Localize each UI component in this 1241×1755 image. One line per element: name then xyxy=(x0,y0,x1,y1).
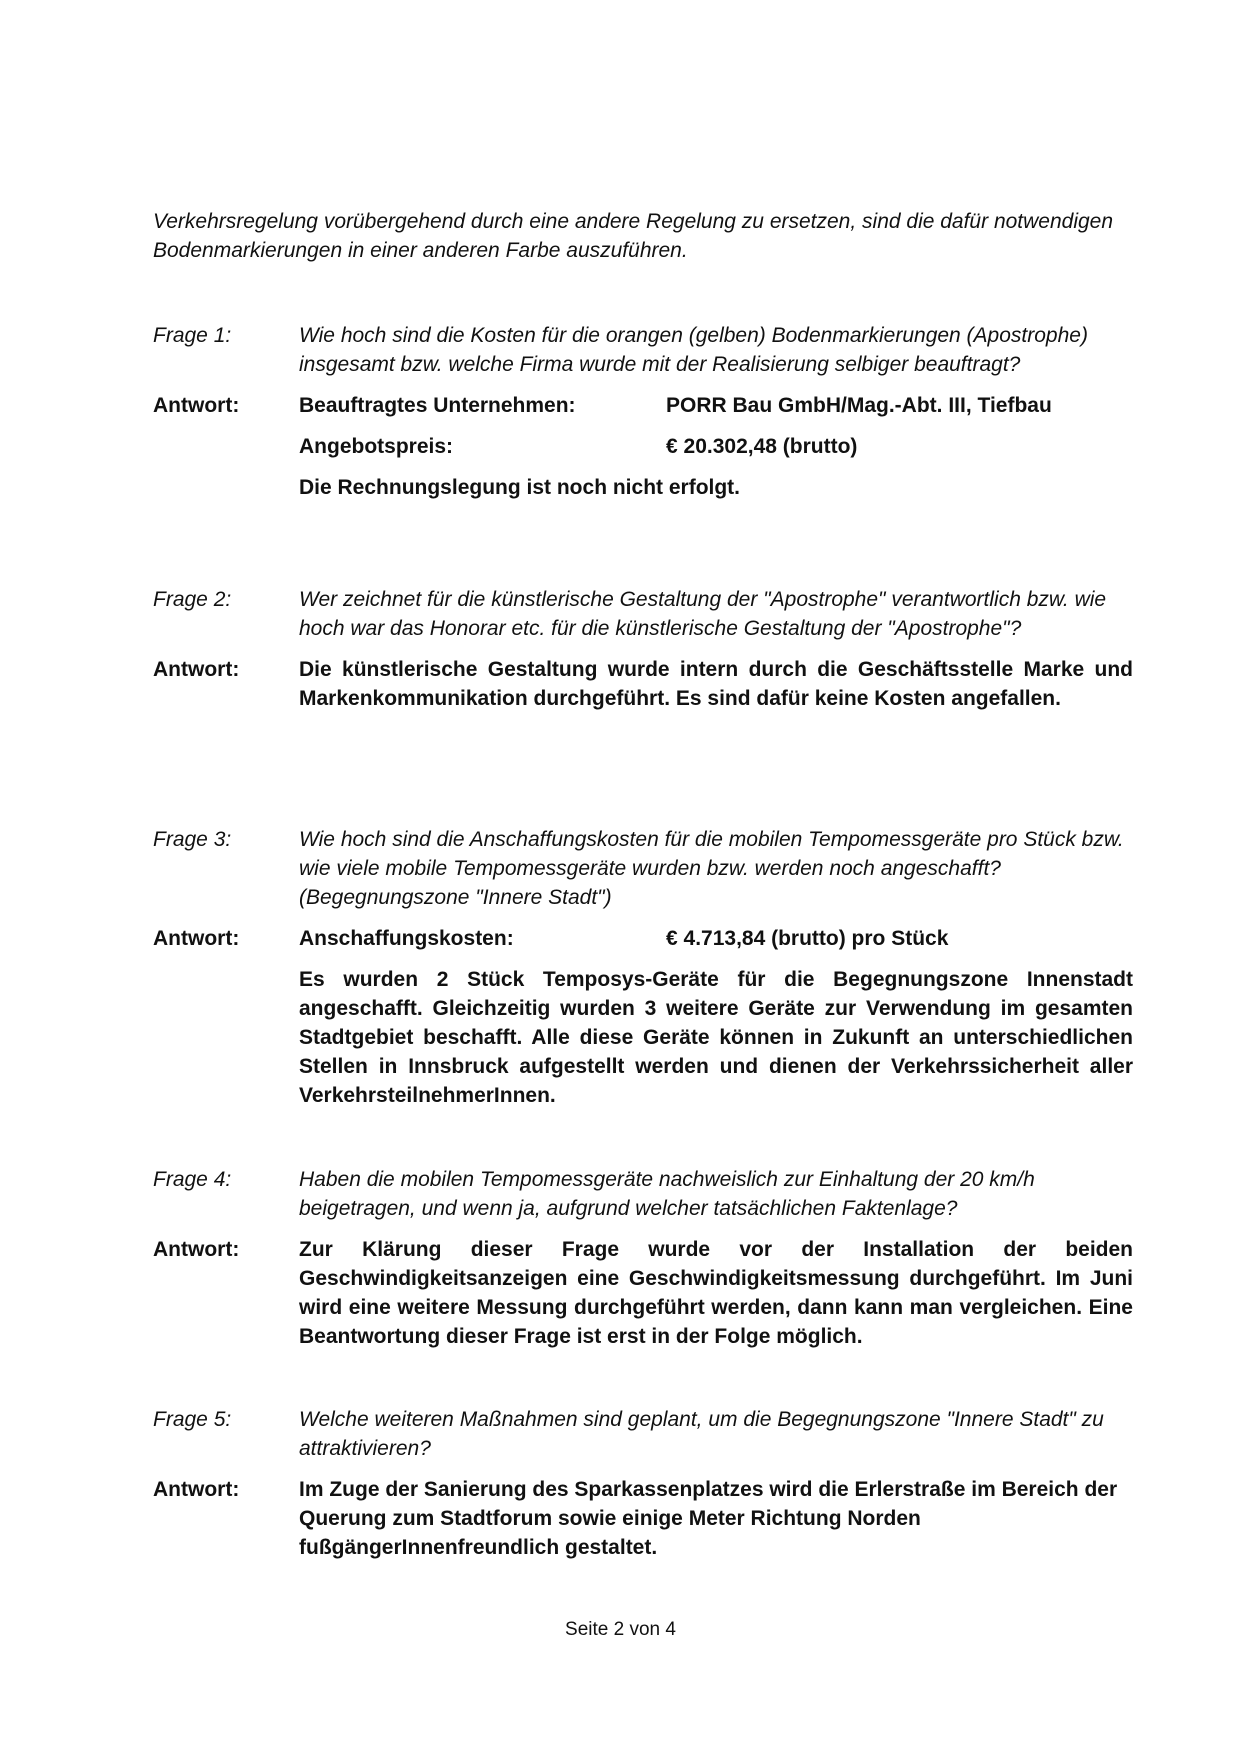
answer-row-value: € 20.302,48 (brutto) xyxy=(666,435,858,458)
answer-content xyxy=(299,924,1133,1110)
answer-text: Die Rechnungslegung ist noch nicht erfolgt. xyxy=(299,476,741,499)
answer-label: Antwort: xyxy=(153,658,240,681)
question-text: Haben die mobilen Tempomessgeräte nachweislich zur Einhaltung der 20 km/h beigetragen, und wenn ja, aufgrund welcher tatsächlichen Faktenlage? xyxy=(299,1168,1035,1220)
answer-label: Antwort: xyxy=(153,394,240,417)
answer-row-key: Anschaffungskosten: xyxy=(299,927,514,950)
question-text: Wer zeichnet für die künstlerische Gestaltung der "Apostrophe" verantwortlich bzw. wie hoch war das Honorar etc. für die künstlerische Gestaltung der "Apostrophe"? xyxy=(299,588,1107,640)
question-block-2 xyxy=(153,585,1133,713)
answer-row-value: € 4.713,84 (brutto) pro Stück xyxy=(666,927,949,950)
page-footer: Seite 2 von 4 xyxy=(565,1619,676,1640)
answer-text: Im Zuge der Sanierung des Sparkassenplatzes wird die Erlerstraße im Bereich der Querung zum Stadtforum sowie einige Meter Richtung Norden fußgängerInnenfreundlich gestaltet. xyxy=(299,1478,1118,1559)
intro-paragraph: Verkehrsregelung vorübergehend durch eine andere Regelung zu ersetzen, sind die dafür notwendigen Bodenmarkierungen in einer anderen Farbe auszuführen. xyxy=(153,210,1114,262)
question-label: Frage 4: xyxy=(153,1168,232,1191)
question-text: Welche weiteren Maßnahmen sind geplant, um die Begegnungszone "Innere Stadt" zu attraktivieren? xyxy=(299,1408,1104,1460)
question-label: Frage 2: xyxy=(153,588,232,611)
question-label: Frage 1: xyxy=(153,324,232,347)
answer-text: Die künstlerische Gestaltung wurde intern durch die Geschäftsstelle Marke und Markenkommunikation durchgeführt. Es sind dafür keine Kosten angefallen. xyxy=(299,658,1133,710)
answer-row-key: Angebotspreis: xyxy=(299,435,454,458)
question-block-3 xyxy=(153,825,1133,1110)
question-text: Wie hoch sind die Kosten für die orangen (gelben) Bodenmarkierungen (Apostrophe) insgesamt bzw. welche Firma wurde mit der Realisierung selbiger beauftragt? xyxy=(299,324,1088,376)
answer-row-key: Beauftragtes Unternehmen: xyxy=(299,394,576,417)
question-block-1 xyxy=(153,321,1133,502)
question-label: Frage 5: xyxy=(153,1408,232,1431)
answer-row-value: PORR Bau GmbH/Mag.-Abt. III, Tiefbau xyxy=(666,394,1052,417)
answer-row xyxy=(299,391,1133,420)
answer-label: Antwort: xyxy=(153,1238,240,1261)
answer-label: Antwort: xyxy=(153,1478,240,1501)
answer-label: Antwort: xyxy=(153,927,240,950)
question-block-5 xyxy=(153,1405,1133,1562)
question-block-4 xyxy=(153,1165,1133,1351)
answer-content xyxy=(299,391,1133,502)
answer-text: Es wurden 2 Stück Temposys-Geräte für die Begegnungszone Innenstadt angeschafft. Gleichzeitig wurden 3 weitere Geräte zur Verwendung im gesamten Stadtgebiet beschafft. Alle diese Geräte können in Zukunft an unterschiedlichen Stellen in Innsbruck aufgestellt werden und dienen der Verkehrssicherheit aller VerkehrsteilnehmerInnen. xyxy=(299,968,1133,1107)
answer-text: Zur Klärung dieser Frage wurde vor der Installation der beiden Geschwindigkeitsanzeigen eine Geschwindigkeitsmessung durchgeführt. Im Juni wird eine weitere Messung durchgeführt werden, dann kann man vergleichen. Eine Beantwortung dieser Frage ist erst in der Folge möglich. xyxy=(299,1238,1133,1348)
answer-row xyxy=(299,924,1133,953)
document-body xyxy=(153,207,1133,265)
question-label: Frage 3: xyxy=(153,828,232,851)
answer-row xyxy=(299,432,1133,461)
question-text: Wie hoch sind die Anschaffungskosten für die mobilen Tempomessgeräte pro Stück bzw. wie viele mobile Tempomessgeräte wurden bzw. werden noch angeschafft? (Begegnungszone "Innere Stadt") xyxy=(299,828,1124,909)
